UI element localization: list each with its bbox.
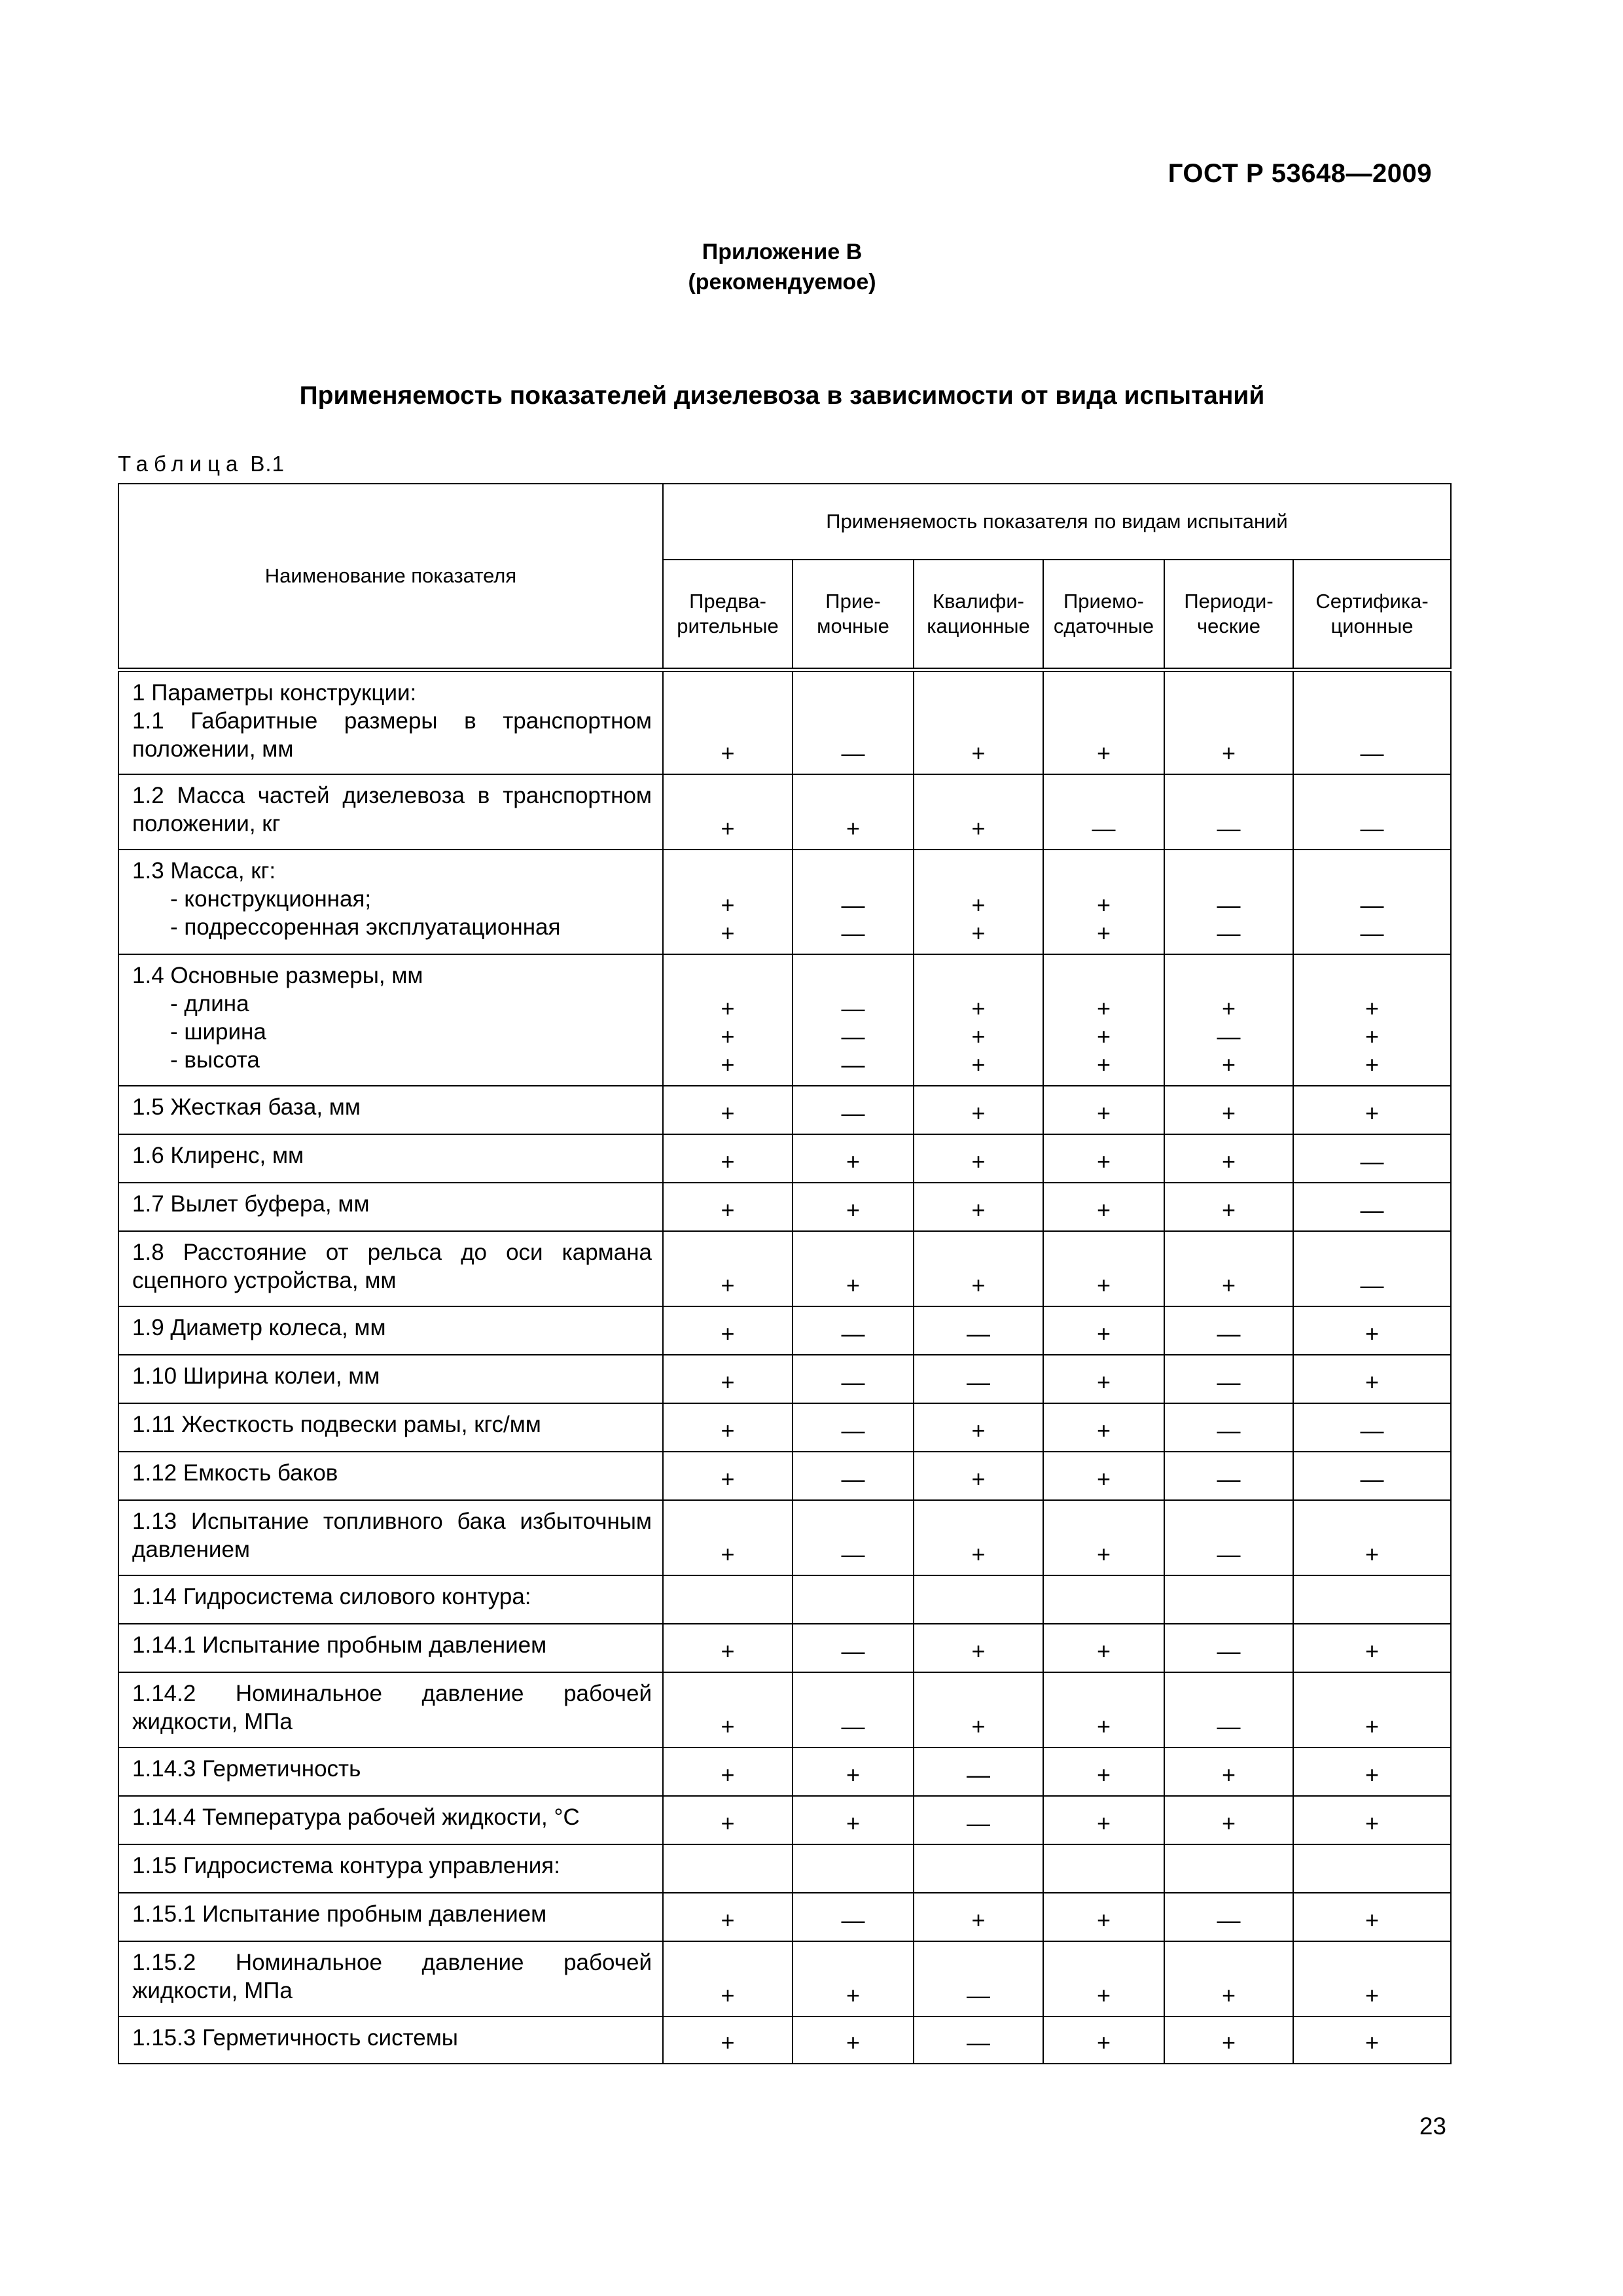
table-body: [118, 670, 1451, 2064]
table-row: [118, 1086, 1451, 1134]
applicability-mark: +: [721, 994, 735, 1022]
indicator-name: [118, 1796, 663, 1844]
applicability-cell: +: [1293, 1500, 1451, 1575]
applicability-cell: +: [914, 1086, 1043, 1134]
applicability-cell: [1293, 1844, 1451, 1893]
applicability-mark: +: [1096, 1022, 1111, 1050]
applicability-cell: [1043, 1844, 1164, 1893]
applicability-cell: +: [1043, 1796, 1164, 1844]
applicability-mark: +: [1096, 919, 1111, 946]
applicability-cell: +: [1043, 1086, 1164, 1134]
indicator-name-text: 1.4 Основные размеры, мм: [132, 962, 423, 988]
applicability-cell: —: [793, 1500, 914, 1575]
applicability-cell: +: [793, 1941, 914, 2017]
table-row: [118, 1183, 1451, 1231]
applicability-cell: [1043, 850, 1164, 954]
table-row: [118, 1624, 1451, 1672]
indicator-name: [118, 1134, 663, 1183]
applicability-cell: +: [1043, 1893, 1164, 1941]
table-row: [118, 1452, 1451, 1500]
applicability-cell: +: [914, 1672, 1043, 1748]
applicability-cell: +: [1043, 2017, 1164, 2064]
indicator-name: [118, 1624, 663, 1672]
applicability-cell: —: [914, 1748, 1043, 1796]
applicability-cell: +: [663, 1941, 793, 2017]
column-header-line: Сертифика-: [1315, 590, 1429, 613]
appendix-heading: [0, 237, 1564, 297]
indicator-name-text: 1.11 Жесткость подвески рамы, кгс/мм: [132, 1411, 541, 1437]
indicator-name: [118, 1231, 663, 1306]
applicability-cell: —: [914, 1941, 1043, 2017]
applicability-cell: —: [1293, 774, 1451, 850]
applicability-cell: [793, 1575, 914, 1624]
indicator-name-text: 1.3 Масса, кг:: [132, 857, 276, 884]
applicability-cell: [914, 1575, 1043, 1624]
applicability-mark: +: [1221, 994, 1236, 1022]
applicability-mark: —: [841, 1022, 865, 1050]
applicability-cell: [914, 1844, 1043, 1893]
applicability-cell: [793, 1844, 914, 1893]
column-header-line: кационные: [927, 615, 1030, 638]
applicability-cell: +: [1043, 1452, 1164, 1500]
applicability-cell: +: [914, 1231, 1043, 1306]
table-header: [118, 484, 1451, 670]
indicator-name-text: 1.5 Жесткая база, мм: [132, 1094, 361, 1120]
applicability-mark: +: [1221, 1050, 1236, 1078]
applicability-cell: —: [1293, 1403, 1451, 1452]
applicability-cell: +: [1043, 670, 1164, 774]
indicator-name-text: 1.10 Ширина колеи, мм: [132, 1363, 380, 1389]
applicability-mark: +: [971, 891, 986, 918]
indicator-name: [118, 1575, 663, 1624]
table-row: [118, 1134, 1451, 1183]
applicability-cell: +: [1043, 1306, 1164, 1355]
indicator-name-text: 1.14.4 Температура рабочей жидкости, °C: [132, 1804, 580, 1830]
applicability-cell: —: [1293, 1452, 1451, 1500]
applicability-cell: +: [914, 1624, 1043, 1672]
applicability-cell: —: [1293, 1134, 1451, 1183]
applicability-cell: +: [914, 1500, 1043, 1575]
applicability-cell: [793, 850, 914, 954]
indicator-name-text: 1.12 Емкость баков: [132, 1460, 338, 1486]
applicability-cell: —: [793, 1672, 914, 1748]
applicability-cell: +: [793, 1748, 914, 1796]
table-row: [118, 1941, 1451, 2017]
applicability-mark: +: [971, 994, 986, 1022]
column-header-line: рительные: [677, 615, 779, 638]
column-group-header: Применяемость показателя по видам испытаний: [663, 484, 1451, 560]
applicability-cell: +: [1043, 1672, 1164, 1748]
applicability-cell: +: [1164, 1183, 1293, 1231]
applicability-mark: —: [841, 891, 865, 918]
indicator-name-text: 1.7 Вылет буфера, мм: [132, 1191, 370, 1217]
applicability-cell: +: [914, 1134, 1043, 1183]
applicability-cell: —: [1164, 1306, 1293, 1355]
applicability-cell: —: [1164, 1403, 1293, 1452]
column-header-line: Прие-: [825, 590, 881, 613]
table-row: [118, 1844, 1451, 1893]
applicability-cell: [1164, 1575, 1293, 1624]
applicability-mark: +: [971, 1022, 986, 1050]
applicability-mark: +: [971, 919, 986, 946]
indicator-name: [118, 1941, 663, 2017]
column-header-line: мочные: [817, 615, 889, 638]
column-header-line: Периоди-: [1184, 590, 1274, 613]
indicator-name-text: 1.15.3 Герметичность системы: [132, 2024, 458, 2051]
indicator-sub-item: - длина: [170, 990, 249, 1016]
applicability-mark: +: [721, 1022, 735, 1050]
applicability-cell: —: [1043, 774, 1164, 850]
applicability-cell: +: [1293, 1748, 1451, 1796]
applicability-cell: +: [1293, 1355, 1451, 1403]
applicability-cell: +: [793, 1134, 914, 1183]
applicability-cell: +: [1293, 1893, 1451, 1941]
applicability-mark: —: [1360, 891, 1384, 918]
applicability-cell: +: [1293, 1941, 1451, 2017]
applicability-mark: —: [1217, 1022, 1241, 1050]
indicator-name-text: 1.15.2 Номинальное давление рабочей жидкости, МПа: [132, 1949, 652, 2003]
column-header-6: [1293, 560, 1451, 670]
applicability-cell: +: [914, 1893, 1043, 1941]
indicator-name: [118, 954, 663, 1086]
applicability-cell: +: [1164, 2017, 1293, 2064]
indicator-name-text: 1.15.1 Испытание пробным давлением: [132, 1901, 547, 1927]
applicability-mark: +: [721, 891, 735, 918]
indicator-name-text: 1.9 Диаметр колеса, мм: [132, 1314, 386, 1340]
applicability-cell: +: [793, 1231, 914, 1306]
indicator-name-text: 1.13 Испытание топливного бака избыточным давлением: [132, 1508, 652, 1562]
applicability-cell: —: [914, 2017, 1043, 2064]
applicability-cell: +: [663, 1306, 793, 1355]
indicator-name-text: 1.1 Габаритные размеры в транспортном положении, мм: [132, 708, 652, 762]
applicability-cell: —: [1164, 1672, 1293, 1748]
applicability-cell: +: [1043, 1231, 1164, 1306]
table-row: [118, 850, 1451, 954]
applicability-cell: +: [1043, 1403, 1164, 1452]
table-label-word: Таблица: [118, 452, 244, 476]
applicability-cell: +: [663, 1748, 793, 1796]
applicability-cell: [914, 954, 1043, 1086]
applicability-cell: [793, 954, 914, 1086]
column-header-4: [1043, 560, 1164, 670]
applicability-mark: —: [841, 994, 865, 1022]
applicability-mark: +: [1096, 994, 1111, 1022]
applicability-cell: —: [1164, 1893, 1293, 1941]
table-row: [118, 1355, 1451, 1403]
applicability-cell: +: [793, 1796, 914, 1844]
applicability-cell: +: [1043, 1134, 1164, 1183]
applicability-cell: +: [914, 1183, 1043, 1231]
indicator-name-text: 1.2 Масса частей дизелевоза в транспортном положении, кг: [132, 782, 652, 836]
table-row: [118, 1575, 1451, 1624]
page-number: 23: [1419, 2113, 1446, 2140]
applicability-cell: —: [1293, 1231, 1451, 1306]
applicability-cell: +: [1293, 2017, 1451, 2064]
column-header-3: [914, 560, 1043, 670]
applicability-cell: [663, 954, 793, 1086]
column-header-line: Квалифи-: [933, 590, 1024, 613]
applicability-mark: —: [1217, 891, 1241, 918]
column-header-1: [663, 560, 793, 670]
applicability-cell: +: [663, 1231, 793, 1306]
applicability-cell: +: [793, 2017, 914, 2064]
indicator-name: [118, 1893, 663, 1941]
indicator-name: [118, 1403, 663, 1452]
applicability-cell: +: [1164, 670, 1293, 774]
table-row: [118, 1403, 1451, 1452]
appendix-note: (рекомендуемое): [688, 270, 876, 295]
applicability-cell: [1164, 1844, 1293, 1893]
applicability-cell: —: [914, 1796, 1043, 1844]
applicability-cell: [663, 1575, 793, 1624]
applicability-cell: +: [663, 1086, 793, 1134]
indicator-name: [118, 774, 663, 850]
table-row: [118, 1306, 1451, 1355]
indicator-name-text: 1 Параметры конструкции:: [132, 680, 417, 706]
applicability-cell: [1164, 850, 1293, 954]
column-header-line: сдаточные: [1053, 615, 1154, 638]
table-row: [118, 954, 1451, 1086]
indicator-name: [118, 1086, 663, 1134]
applicability-cell: +: [1164, 1748, 1293, 1796]
applicability-cell: [1293, 954, 1451, 1086]
indicator-name-text: 1.14.3 Герметичность: [132, 1755, 361, 1782]
applicability-cell: +: [1043, 1500, 1164, 1575]
applicability-mark: —: [1360, 919, 1384, 946]
applicability-cell: +: [663, 670, 793, 774]
applicability-cell: —: [793, 1086, 914, 1134]
applicability-cell: —: [914, 1306, 1043, 1355]
indicator-name-text: 1.14 Гидросистема силового контура:: [132, 1583, 531, 1609]
applicability-cell: [663, 850, 793, 954]
applicability-cell: +: [1043, 1748, 1164, 1796]
applicability-cell: [914, 850, 1043, 954]
column-header-name: Наименование показателя: [118, 484, 663, 670]
column-header-2: [793, 560, 914, 670]
indicator-name: [118, 1306, 663, 1355]
indicator-name: [118, 1500, 663, 1575]
document-title: Применяемость показателей дизелевоза в зависимости от вида испытаний: [299, 382, 1265, 410]
applicability-cell: [1164, 954, 1293, 1086]
applicability-cell: —: [793, 1893, 914, 1941]
applicability-cell: +: [1164, 1086, 1293, 1134]
table-row: [118, 1231, 1451, 1306]
applicability-cell: +: [663, 774, 793, 850]
applicability-mark: —: [841, 1050, 865, 1078]
indicator-name: [118, 1452, 663, 1500]
applicability-cell: [1293, 850, 1451, 954]
indicator-name-text: 1.8 Расстояние от рельса до оси кармана сцепного устройства, мм: [132, 1239, 652, 1293]
applicability-cell: +: [1164, 1134, 1293, 1183]
applicability-cell: +: [663, 1183, 793, 1231]
applicability-cell: +: [1043, 1941, 1164, 2017]
applicability-cell: —: [1293, 1183, 1451, 1231]
column-header-line: Приемо-: [1063, 590, 1144, 613]
indicator-name: [118, 1844, 663, 1893]
applicability-cell: +: [663, 1624, 793, 1672]
indicator-sub-item: - подрессоренная эксплуатационная: [170, 914, 561, 940]
table-label-number: В.1: [250, 452, 285, 476]
indicator-name: [118, 850, 663, 954]
applicability-cell: +: [1164, 1941, 1293, 2017]
applicability-cell: —: [1164, 1624, 1293, 1672]
table-row: [118, 1500, 1451, 1575]
applicability-table: [118, 483, 1452, 2064]
table-label: [118, 452, 285, 476]
applicability-cell: —: [793, 1403, 914, 1452]
applicability-cell: +: [1043, 1355, 1164, 1403]
applicability-cell: —: [793, 1452, 914, 1500]
applicability-cell: —: [793, 670, 914, 774]
applicability-cell: [1043, 1575, 1164, 1624]
applicability-cell: +: [1293, 1306, 1451, 1355]
indicator-name-text: 1.14.2 Номинальное давление рабочей жидкости, МПа: [132, 1680, 652, 1734]
applicability-cell: —: [1164, 1452, 1293, 1500]
applicability-cell: [1043, 954, 1164, 1086]
indicator-name: [118, 1183, 663, 1231]
applicability-mark: +: [1364, 1050, 1380, 1078]
applicability-cell: +: [663, 1672, 793, 1748]
applicability-cell: +: [1293, 1796, 1451, 1844]
column-header-line: ционные: [1330, 615, 1414, 638]
table-row: [118, 2017, 1451, 2064]
table-row: [118, 774, 1451, 850]
applicability-cell: +: [793, 1183, 914, 1231]
applicability-mark: +: [971, 1050, 986, 1078]
indicator-name-text: 1.14.1 Испытание пробным давлением: [132, 1632, 547, 1658]
applicability-mark: +: [1096, 891, 1111, 918]
applicability-cell: —: [793, 1624, 914, 1672]
applicability-cell: +: [663, 1500, 793, 1575]
table-row: [118, 1893, 1451, 1941]
applicability-cell: [663, 1844, 793, 1893]
applicability-cell: +: [793, 774, 914, 850]
applicability-cell: +: [914, 774, 1043, 850]
applicability-cell: +: [1043, 1624, 1164, 1672]
applicability-cell: +: [1043, 1183, 1164, 1231]
column-header-5: [1164, 560, 1293, 670]
applicability-mark: —: [1217, 919, 1241, 946]
table-row: [118, 670, 1451, 774]
applicability-cell: +: [1164, 1796, 1293, 1844]
table-row: [118, 1672, 1451, 1748]
applicability-cell: +: [914, 670, 1043, 774]
indicator-name: [118, 1748, 663, 1796]
indicator-name-text: 1.6 Клиренс, мм: [132, 1142, 304, 1168]
column-header-line: ческие: [1196, 615, 1260, 638]
indicator-name-text: 1.15 Гидросистема контура управления:: [132, 1852, 560, 1878]
applicability-mark: +: [1364, 994, 1380, 1022]
indicator-sub-item: - высота: [170, 1047, 260, 1073]
indicator-sub-item: - ширина: [170, 1018, 266, 1045]
applicability-cell: [1293, 1575, 1451, 1624]
applicability-cell: +: [1164, 1231, 1293, 1306]
column-header-line: Предва-: [689, 590, 766, 613]
indicator-name: [118, 2017, 663, 2064]
table-row: [118, 1748, 1451, 1796]
applicability-mark: +: [721, 1050, 735, 1078]
applicability-cell: —: [793, 1355, 914, 1403]
applicability-cell: +: [663, 1134, 793, 1183]
applicability-cell: +: [663, 1893, 793, 1941]
indicator-sub-item: - конструкционная;: [170, 886, 372, 912]
applicability-mark: —: [841, 919, 865, 946]
applicability-cell: —: [793, 1306, 914, 1355]
applicability-cell: —: [914, 1355, 1043, 1403]
applicability-cell: +: [914, 1452, 1043, 1500]
applicability-cell: +: [663, 1452, 793, 1500]
indicator-name: [118, 1672, 663, 1748]
applicability-cell: +: [1293, 1624, 1451, 1672]
applicability-cell: —: [1164, 1355, 1293, 1403]
applicability-cell: —: [1164, 774, 1293, 850]
applicability-cell: +: [663, 1355, 793, 1403]
table-row: [118, 1796, 1451, 1844]
indicator-name: [118, 670, 663, 774]
applicability-mark: +: [1096, 1050, 1111, 1078]
applicability-cell: +: [663, 2017, 793, 2064]
applicability-cell: +: [1293, 1086, 1451, 1134]
appendix-title: Приложение В: [702, 240, 863, 264]
applicability-mark: +: [1364, 1022, 1380, 1050]
applicability-cell: +: [1293, 1672, 1451, 1748]
applicability-cell: +: [663, 1796, 793, 1844]
applicability-mark: +: [721, 919, 735, 946]
applicability-cell: —: [1164, 1500, 1293, 1575]
applicability-cell: +: [663, 1403, 793, 1452]
document-code: ГОСТ Р 53648—2009: [1168, 159, 1432, 188]
indicator-name: [118, 1355, 663, 1403]
applicability-cell: —: [1293, 670, 1451, 774]
applicability-cell: +: [914, 1403, 1043, 1452]
